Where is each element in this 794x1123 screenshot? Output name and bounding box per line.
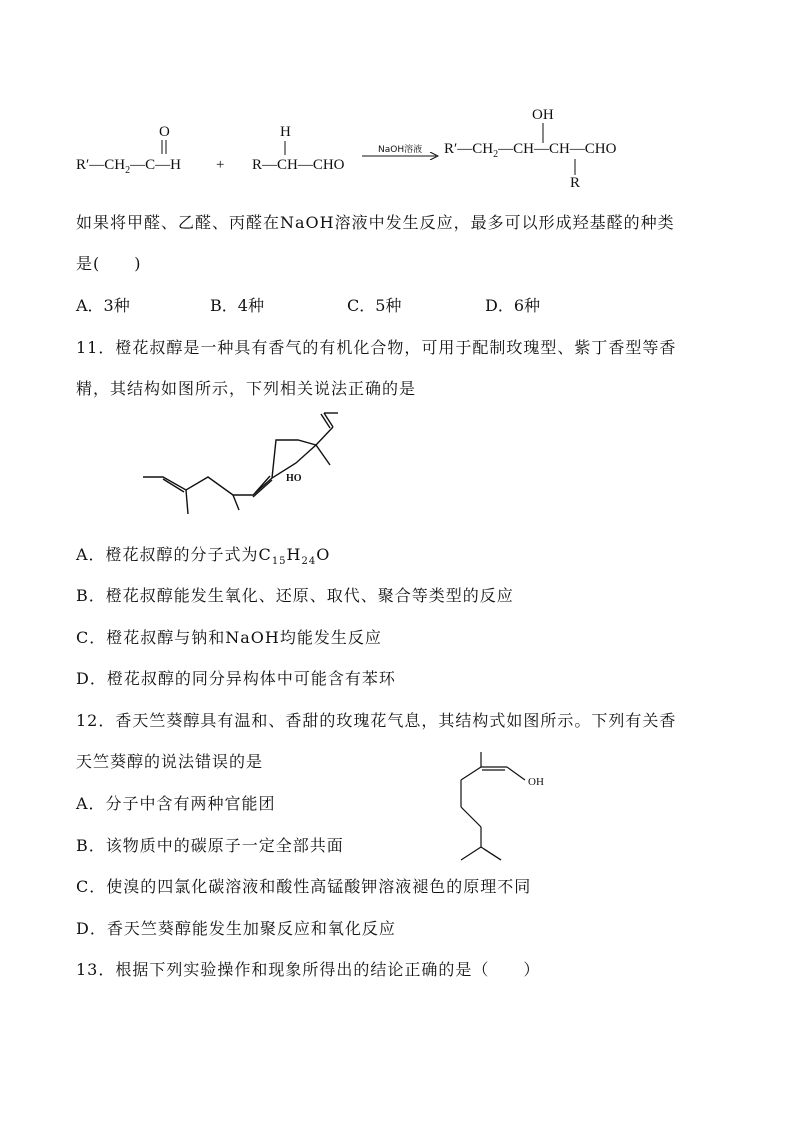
q11-option-b[interactable]: B．橙花叔醇能发生氧化、还原、取代、聚合等类型的反应 (76, 586, 514, 605)
reactant2-formula: R—CH—CHO (252, 157, 345, 173)
reactant2-h: H (280, 124, 291, 140)
q12-stem-line2: 天竺葵醇的说法错误的是 (76, 752, 264, 771)
q12-option-a[interactable]: A．分子中含有两种官能团 (76, 794, 276, 813)
q11-option-a[interactable]: A．橙花叔醇的分子式为$C_{15}H_{24}O$ (76, 545, 331, 568)
q11-stem-line1: 11．橙花叔醇是一种具有香气的有机化合物，可用于配制玫瑰型、紫丁香型等香 (76, 338, 677, 357)
reactant1-formula: $R'—CH_2—C—H$ (76, 157, 181, 176)
q10-option-b[interactable]: B．4种 (210, 296, 264, 315)
q11-stem-line2: 精，其结构如图所示，下列相关说法正确的是 (76, 379, 417, 398)
product-r: R (570, 175, 581, 191)
q13-stem: 13．根据下列实验操作和现象所得出的结论正确的是（ ） (76, 960, 541, 979)
plus-sign: + (216, 157, 225, 173)
q12-stem-line1: 12．香天竺葵醇具有温和、香甜的玫瑰花气息，其结构式如图所示。下列有关香 (76, 711, 677, 730)
product-oh: OH (532, 107, 554, 123)
arrow-label: NaOH溶液 (378, 145, 423, 155)
geraniol-skeleton (461, 752, 525, 860)
nerolidol-structure (138, 410, 348, 515)
q10-option-c[interactable]: C．5种 (347, 296, 402, 315)
nerolidol-skeleton (143, 413, 338, 514)
reaction-arrow (362, 152, 442, 160)
reactant1-carbonyl-o: O (159, 124, 170, 140)
q12-option-c[interactable]: C．使溴的四氯化碳溶液和酸性高锰酸钾溶液褪色的原理不同 (76, 877, 532, 896)
product-formula: $R'—CH_2—CH—CH—CHO$ (444, 141, 617, 160)
q10-stem-line1: 如果将甲醛、乙醛、丙醛在NaOH溶液中发生反应，最多可以形成羟基醛的种类 (76, 213, 675, 232)
q11-option-d[interactable]: D．橙花叔醇的同分异构体中可能含有苯环 (76, 669, 396, 688)
q10-option-a[interactable]: A．3种 (76, 296, 130, 315)
q12-option-b[interactable]: B．该物质中的碳原子一定全部共面 (76, 836, 344, 855)
q12-option-d[interactable]: D．香天竺葵醇能发生加聚反应和氧化反应 (76, 919, 396, 938)
q10-option-d[interactable]: D．6种 (485, 296, 541, 315)
nerolidol-ho-label: HO (286, 473, 302, 484)
reactant2-bond (280, 141, 290, 157)
reactant1-double-bond (158, 140, 172, 156)
q10-stem-line2: 是( ) (76, 254, 142, 273)
geraniol-structure (455, 752, 555, 877)
q11-option-c[interactable]: C．橙花叔醇与钠和NaOH均能发生反应 (76, 628, 382, 647)
geraniol-oh-label: OH (528, 776, 544, 788)
